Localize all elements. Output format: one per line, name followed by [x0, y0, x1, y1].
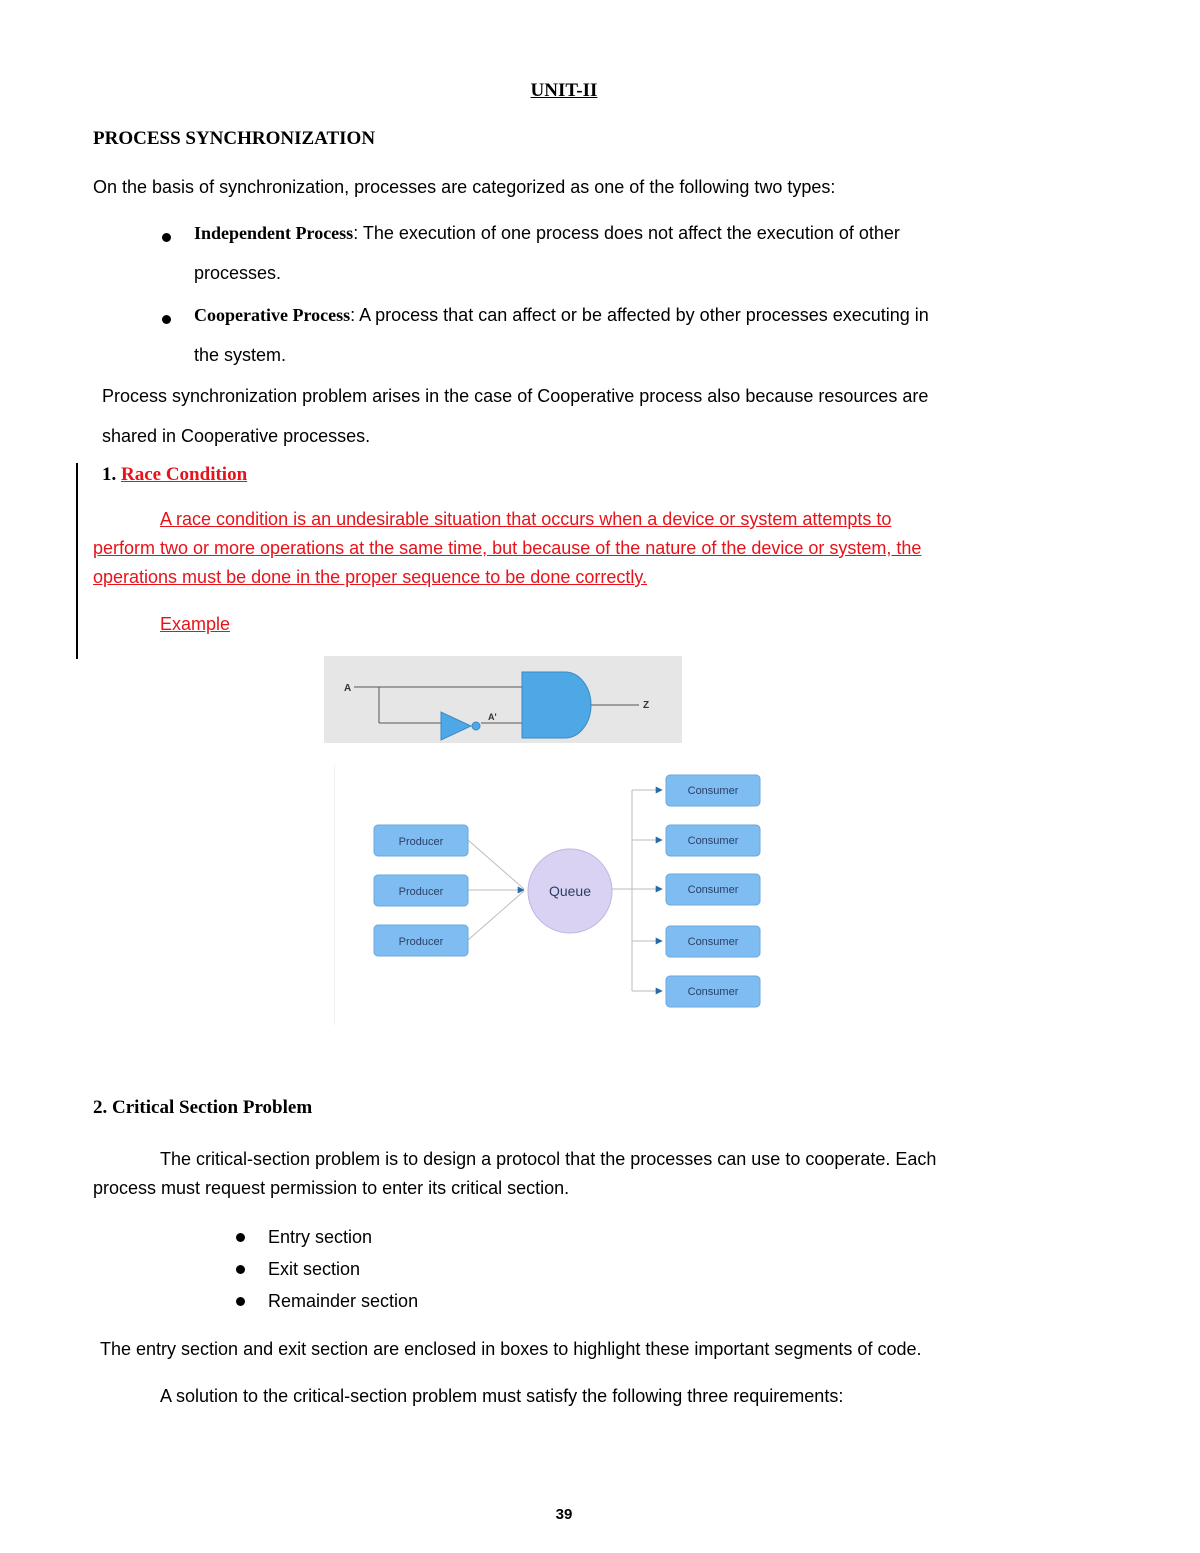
race-heading-text: Race Condition: [121, 464, 248, 485]
section-remainder: Remainder section: [268, 1291, 419, 1311]
producer-box: [374, 875, 468, 906]
inverted-label: A': [488, 712, 497, 722]
consumer-label: Consumer: [687, 986, 739, 998]
chapter-title: PROCESS SYNCHRONIZATION: [93, 128, 376, 149]
requirements-intro: A solution to the critical-section problem must satisfy the following three requirements:: [160, 1386, 844, 1406]
intro-paragraph: On the basis of synchronization, processes are categorized as one of the following two types:: [93, 177, 836, 197]
consumer-links: [610, 790, 662, 991]
not-gate-bubble: [472, 722, 480, 730]
consumer-label: Consumer: [687, 936, 739, 948]
race-def-line3: operations must be done in the proper sequence to be done correctly.: [93, 567, 648, 587]
producer-consumer-diagram: [334, 765, 774, 1025]
list-item: [268, 1221, 418, 1253]
consumer-label: Consumer: [687, 785, 739, 797]
section-exit: Exit section: [268, 1259, 361, 1279]
output-label: Z: [643, 700, 650, 711]
critical-line2: process must request permission to enter its critical section.: [93, 1178, 570, 1198]
bullet-icon: [162, 311, 171, 329]
critical-line1: The critical-section problem is to design a protocol that the processes can use to cooperate. Each: [160, 1149, 937, 1169]
consumer-box: [666, 775, 760, 806]
producer-label: Producer: [398, 886, 444, 898]
change-bar: [76, 463, 78, 659]
example-label: Example: [160, 614, 231, 634]
bullet-icon: [236, 1265, 245, 1274]
consumer-box: [666, 874, 760, 905]
producer-label: Producer: [398, 836, 444, 848]
sync-problem-line2: shared in Cooperative processes.: [102, 426, 371, 446]
producer-box: [374, 925, 468, 956]
consumer-label: Consumer: [687, 884, 739, 896]
bullet-cooperative-line2: the system.: [194, 345, 287, 365]
bullet-cooperative-line1: [194, 295, 1032, 335]
input-label: A: [344, 683, 352, 694]
producer-links: [468, 840, 524, 940]
diagram-background: [324, 656, 682, 743]
consumer-box: [666, 825, 760, 856]
boxes-note: The entry section and exit section are enclosed in boxes to highlight these important segments of code.: [100, 1339, 922, 1359]
producer-label: Producer: [398, 936, 444, 948]
race-logic-diagram: [324, 656, 682, 743]
race-def-line2: perform two or more operations at the same time, but because of the nature of the device or system, the: [93, 538, 922, 558]
independent-desc: : The execution of one process does not affect the execution of other: [353, 223, 900, 243]
consumer-box: [666, 926, 760, 957]
cooperative-desc: : A process that can affect or be affected by other processes executing in: [350, 305, 929, 325]
term-cooperative: Cooperative Process: [194, 305, 351, 325]
section-list: [268, 1221, 418, 1317]
consumer-label: Consumer: [687, 835, 739, 847]
bullet-independent-line1: [194, 213, 1032, 253]
list-item: [268, 1285, 418, 1317]
producer-box: [374, 825, 468, 856]
race-heading: [102, 464, 247, 486]
page-number: 39: [555, 1506, 573, 1523]
sync-problem-line1: Process synchronization problem arises in the case of Cooperative process also because resources are: [102, 386, 929, 406]
bullet-icon: [236, 1297, 245, 1306]
bullet-icon: [236, 1233, 245, 1242]
race-def-line1: A race condition is an undesirable situation that occurs when a device or system attempts to: [160, 509, 892, 529]
list-item: [268, 1253, 418, 1285]
bullet-icon: [162, 229, 171, 247]
queue-node: [528, 849, 612, 933]
term-independent: Independent Process: [194, 223, 354, 243]
consumer-box: [666, 976, 760, 1007]
queue-label: Queue: [548, 883, 592, 899]
critical-heading: 2. Critical Section Problem: [93, 1097, 313, 1118]
section-entry: Entry section: [268, 1227, 373, 1247]
race-number: 1.: [102, 464, 117, 485]
unit-title: UNIT-II: [530, 80, 598, 101]
and-gate-icon: [522, 672, 591, 738]
bullet-independent-line2: processes.: [194, 263, 282, 283]
